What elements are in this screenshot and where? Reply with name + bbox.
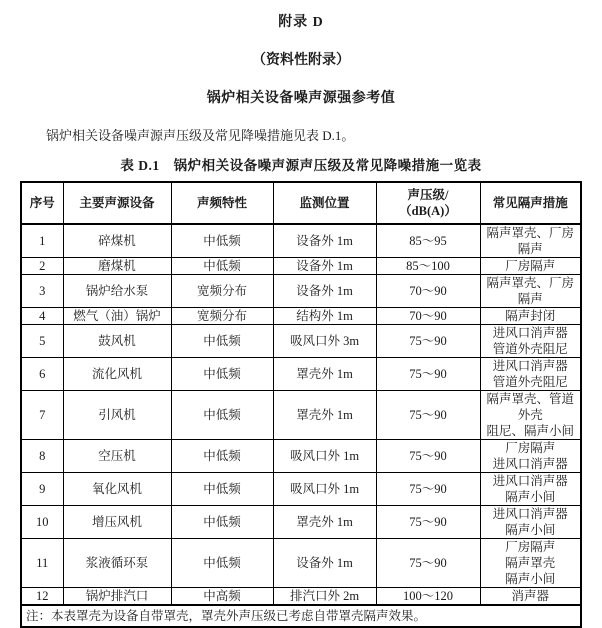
row-number: 7 (21, 390, 63, 439)
monitoring-position: 吸风口外 1m (273, 439, 376, 472)
equipment-name: 碎煤机 (63, 224, 171, 258)
noise-reduction-measures: 消声器 (480, 587, 581, 605)
monitoring-position: 设备外 1m (273, 224, 376, 258)
column-header-measures: 常见隔声措施 (480, 182, 581, 224)
equipment-name: 磨煤机 (63, 257, 171, 274)
sound-pressure-level: 75～90 (376, 472, 480, 505)
frequency-characteristic: 中高频 (171, 587, 273, 605)
table-row (21, 274, 581, 307)
frequency-characteristic: 中低频 (171, 257, 273, 274)
table-row (21, 390, 581, 439)
column-header-no: 序号 (21, 182, 63, 224)
frequency-characteristic: 宽频分布 (171, 307, 273, 324)
row-number: 6 (21, 357, 63, 390)
table-header-row (21, 182, 581, 224)
noise-reduction-measures: 隔声罩壳、管道外壳 阻尼、隔声小间 (480, 390, 581, 439)
row-number: 5 (21, 324, 63, 357)
sound-pressure-level: 75～90 (376, 390, 480, 439)
sound-pressure-level: 75～90 (376, 439, 480, 472)
monitoring-position: 排汽口外 2m (273, 587, 376, 605)
noise-reduction-measures: 隔声封闭 (480, 307, 581, 324)
appendix-title: 附录 D (278, 15, 324, 30)
intro-paragraph: 锅炉相关设备噪声源声压级及常见降噪措施见表 D.1。 (46, 128, 355, 143)
noise-reduction-measures: 进风口消声器 隔声小间 (480, 472, 581, 505)
equipment-name: 锅炉给水泵 (63, 274, 171, 307)
table-row (21, 587, 581, 605)
sound-pressure-level: 100～120 (376, 587, 480, 605)
noise-reduction-measures: 进风口消声器 管道外壳阻尼 (480, 357, 581, 390)
appendix-type-subtitle: （资料性附录） (252, 53, 350, 68)
monitoring-position: 设备外 1m (273, 257, 376, 274)
sound-pressure-level: 75～90 (376, 538, 480, 587)
noise-reduction-measures: 厂房隔声 (480, 257, 581, 274)
frequency-characteristic: 中低频 (171, 472, 273, 505)
equipment-name: 浆液循环泵 (63, 538, 171, 587)
noise-source-table (20, 181, 582, 628)
table-row (21, 439, 581, 472)
frequency-characteristic: 中低频 (171, 538, 273, 587)
section-title: 锅炉相关设备噪声源强参考值 (206, 91, 396, 106)
frequency-characteristic: 中低频 (171, 390, 273, 439)
monitoring-position: 结构外 1m (273, 307, 376, 324)
sound-pressure-level: 70～90 (376, 307, 480, 324)
column-header-freq: 声频特性 (171, 182, 273, 224)
table-row (21, 357, 581, 390)
table-row (21, 307, 581, 324)
frequency-characteristic: 中低频 (171, 324, 273, 357)
frequency-characteristic: 中低频 (171, 505, 273, 538)
sound-pressure-level: 85～95 (376, 224, 480, 258)
column-header-equip: 主要声源设备 (63, 182, 171, 224)
noise-reduction-measures: 厂房隔声 进风口消声器 (480, 439, 581, 472)
monitoring-position: 设备外 1m (273, 274, 376, 307)
equipment-name: 燃气（油）锅炉 (63, 307, 171, 324)
monitoring-position: 罩壳外 1m (273, 390, 376, 439)
row-number: 2 (21, 257, 63, 274)
noise-reduction-measures: 隔声罩壳、厂房隔声 (480, 224, 581, 258)
sound-pressure-level: 75～90 (376, 324, 480, 357)
noise-reduction-measures: 隔声罩壳、厂房隔声 (480, 274, 581, 307)
table-row (21, 257, 581, 274)
equipment-name: 流化风机 (63, 357, 171, 390)
row-number: 8 (21, 439, 63, 472)
table-row (21, 224, 581, 258)
row-number: 10 (21, 505, 63, 538)
equipment-name: 氧化风机 (63, 472, 171, 505)
row-number: 12 (21, 587, 63, 605)
table-note-row (21, 605, 581, 627)
monitoring-position: 吸风口外 3m (273, 324, 376, 357)
equipment-name: 增压风机 (63, 505, 171, 538)
sound-pressure-level: 75～90 (376, 505, 480, 538)
row-number: 3 (21, 274, 63, 307)
monitoring-position: 罩壳外 1m (273, 357, 376, 390)
frequency-characteristic: 中低频 (171, 439, 273, 472)
equipment-name: 引风机 (63, 390, 171, 439)
row-number: 4 (21, 307, 63, 324)
table-caption: 表 D.1 锅炉相关设备噪声源声压级及常见降噪措施一览表 (120, 157, 482, 173)
frequency-characteristic: 宽频分布 (171, 274, 273, 307)
equipment-name: 锅炉排汽口 (63, 587, 171, 605)
column-header-pos: 监测位置 (273, 182, 376, 224)
column-header-level: 声压级/ （dB(A)） (376, 182, 480, 224)
noise-reduction-measures: 进风口消声器 隔声小间 (480, 505, 581, 538)
frequency-characteristic: 中低频 (171, 224, 273, 258)
table-row (21, 324, 581, 357)
noise-reduction-measures: 厂房隔声 隔声罩壳 隔声小间 (480, 538, 581, 587)
equipment-name: 鼓风机 (63, 324, 171, 357)
table-row (21, 472, 581, 505)
row-number: 11 (21, 538, 63, 587)
sound-pressure-level: 70～90 (376, 274, 480, 307)
sound-pressure-level: 85～100 (376, 257, 480, 274)
table-row (21, 505, 581, 538)
table-row (21, 538, 581, 587)
equipment-name: 空压机 (63, 439, 171, 472)
noise-reduction-measures: 进风口消声器 管道外壳阻尼 (480, 324, 581, 357)
monitoring-position: 设备外 1m (273, 538, 376, 587)
table-note: 注：本表罩壳为设备自带罩壳，罩壳外声压级已考虑自带罩壳隔声效果。 (21, 605, 581, 627)
monitoring-position: 罩壳外 1m (273, 505, 376, 538)
sound-pressure-level: 75～90 (376, 357, 480, 390)
row-number: 1 (21, 224, 63, 258)
monitoring-position: 吸风口外 1m (273, 472, 376, 505)
frequency-characteristic: 中低频 (171, 357, 273, 390)
row-number: 9 (21, 472, 63, 505)
